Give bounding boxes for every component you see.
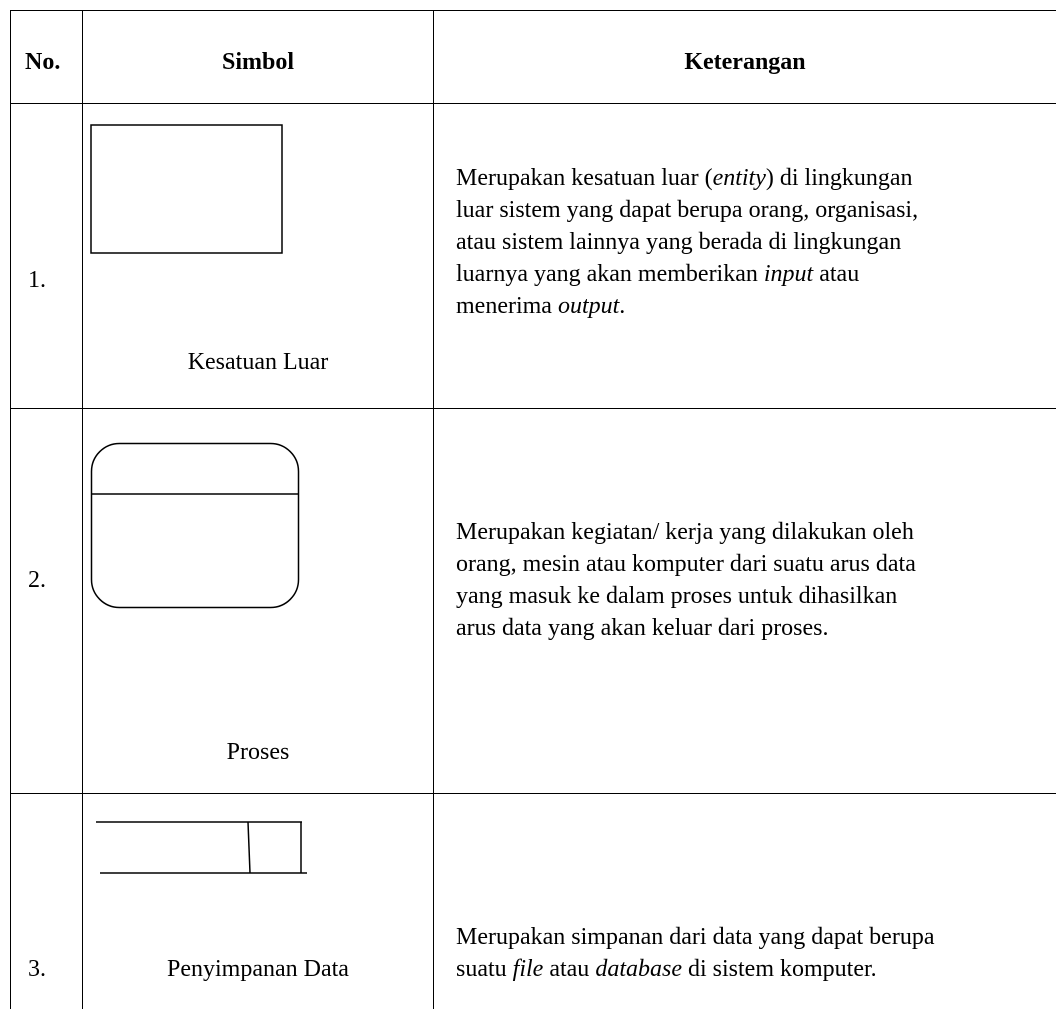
row-1-description <box>456 162 918 322</box>
rectangle-entity-icon <box>90 124 284 256</box>
description-text: suatu <box>456 956 513 982</box>
table-border-top <box>10 10 1056 11</box>
row-1-number: 1. <box>28 267 46 293</box>
description-italic-term: input <box>763 261 814 287</box>
row-divider-2 <box>10 793 1056 794</box>
row-2-symbol-label: Proses <box>226 739 290 765</box>
row-2-description <box>456 516 916 644</box>
description-text: . <box>619 293 626 319</box>
description-line <box>456 953 934 985</box>
header-description: Keterangan <box>684 49 806 75</box>
row-divider-1 <box>10 408 1056 409</box>
column-divider-2 <box>433 10 434 1009</box>
table-border-left <box>10 10 11 1009</box>
description-line <box>456 612 916 644</box>
column-divider-1 <box>82 10 83 1009</box>
description-text: Merupakan kegiatan/ kerja yang dilakukan oleh <box>456 519 914 545</box>
description-line <box>456 162 918 194</box>
description-text: Merupakan kesatuan luar ( <box>456 165 713 191</box>
description-text: arus data yang akan keluar dari proses. <box>456 615 829 641</box>
row-1-symbol-label: Kesatuan Luar <box>187 349 329 375</box>
description-line <box>456 226 918 258</box>
description-line <box>456 194 918 226</box>
description-italic-term: file <box>512 956 544 982</box>
description-line <box>456 258 918 290</box>
description-text: luar sistem yang dapat berupa orang, organisasi, <box>456 197 919 223</box>
row-3-number: 3. <box>28 956 46 982</box>
row-3-symbol-label: Penyimpanan Data <box>167 956 349 982</box>
description-line <box>456 516 916 548</box>
row-3-description <box>456 921 934 985</box>
description-line <box>456 290 918 322</box>
description-text: atau <box>543 956 596 982</box>
rounded-process-icon <box>90 442 302 610</box>
row-divider-header <box>10 103 1056 104</box>
description-italic-term: entity <box>712 165 766 191</box>
description-text: di sistem komputer. <box>681 956 877 982</box>
description-text: atau <box>813 261 860 287</box>
description-text: menerima <box>456 293 558 319</box>
data-store-icon <box>96 820 308 876</box>
description-text: yang masuk ke dalam proses untuk dihasilkan <box>456 583 898 609</box>
description-italic-term: database <box>595 956 682 982</box>
header-no: No. <box>25 49 61 75</box>
description-italic-term: output <box>557 293 620 319</box>
description-text: Merupakan simpanan dari data yang dapat berupa <box>456 924 935 950</box>
description-text: luarnya yang akan memberikan <box>456 261 764 287</box>
header-symbol: Simbol <box>221 49 295 75</box>
row-2-number: 2. <box>28 567 46 593</box>
description-line <box>456 548 916 580</box>
description-line <box>456 921 934 953</box>
description-text: atau sistem lainnya yang berada di lingkungan <box>456 229 902 255</box>
description-line <box>456 580 916 612</box>
description-text: orang, mesin atau komputer dari suatu arus data <box>456 551 916 577</box>
description-text: ) di lingkungan <box>765 165 913 191</box>
